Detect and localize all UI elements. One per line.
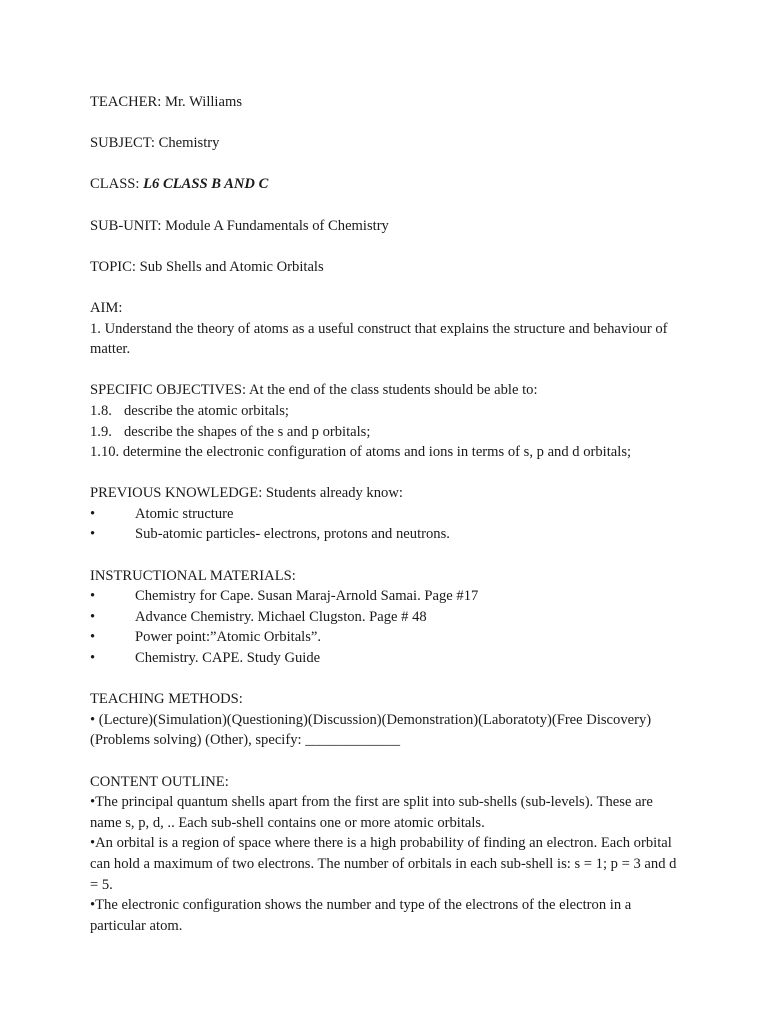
content-outline-item: •The electronic configuration shows the number and type of the electrons of the electron in a particular atom. (90, 897, 632, 934)
bullet: • (90, 608, 96, 625)
list-item-text: Power point:”Atomic Orbitals”. (135, 629, 322, 646)
list-item-text: Chemistry for Cape. Susan Maraj-Arnold Samai. Page #17 (135, 588, 479, 605)
class-value: L6 CLASS B AND C (143, 176, 269, 193)
topic-label: TOPIC: (90, 258, 136, 275)
objectives-heading: SPECIFIC OBJECTIVES: At the end of the class students should be able to: (90, 382, 538, 399)
list-item (90, 504, 680, 525)
content-outline-item: •The principal quantum shells apart from the first are split into sub-shells (sub-levels). These are name s, p, d, .. Each sub-shell contains one or more atomic orbitals. (90, 794, 653, 831)
topic-line (90, 257, 680, 278)
list-item-text: Chemistry. CAPE. Study Guide (135, 650, 321, 667)
teacher-line (90, 92, 680, 113)
list-item-text: Sub-atomic particles- electrons, protons and neutrons. (135, 526, 450, 543)
bullet: • (90, 650, 96, 667)
methods-text: • (Lecture)(Simulation)(Questioning)(Discussion)(Demonstration)(Laboratoty)(Free Discovery) (Problems solving) (Other), specify: _____________ (90, 711, 652, 749)
class-line (90, 174, 680, 195)
content-outline-item: •An orbital is a region of space where there is a high probability of finding an electron. Each orbital can hold a maximum of two electrons. The number of orbitals in each sub-shell is: s = 1; p = 3 and d = 5. (90, 835, 677, 893)
bullet: • (90, 505, 96, 522)
list-item-text: Advance Chemistry. Michael Clugston. Page # 48 (135, 608, 427, 625)
objective-item (90, 422, 680, 443)
objective-text: describe the atomic orbitals; (124, 402, 289, 419)
list-item (90, 586, 680, 607)
bullet: • (90, 629, 96, 646)
bullet: • (90, 588, 96, 605)
materials-heading: INSTRUCTIONAL MATERIALS: (90, 567, 296, 584)
list-item (90, 627, 680, 648)
list-item (90, 607, 680, 628)
class-label: CLASS: (90, 176, 140, 193)
objective-text: determine the electronic configuration of atoms and ions in terms of s, p and d orbitals; (122, 444, 632, 461)
content-outline-heading: CONTENT OUTLINE: (90, 773, 229, 790)
bullet: • (90, 526, 96, 543)
list-item-text: Atomic structure (135, 505, 234, 522)
objective-number: 1.10. (90, 444, 120, 461)
previous-knowledge-heading: PREVIOUS KNOWLEDGE: Students already know: (90, 485, 403, 502)
list-item (90, 524, 680, 545)
lesson-plan (90, 92, 680, 936)
objective-number: 1.8. (90, 402, 112, 419)
subject-label: SUBJECT: (90, 135, 155, 152)
list-item (90, 648, 680, 669)
subunit-label: SUB-UNIT: (90, 217, 162, 234)
aim-text: 1. Understand the theory of atoms as a useful construct that explains the structure and behaviour of matter. (90, 320, 668, 358)
subject-line (90, 133, 680, 154)
subunit-value: Module A Fundamentals of Chemistry (165, 217, 389, 234)
methods-heading: TEACHING METHODS: (90, 691, 243, 708)
subunit-line (90, 216, 680, 237)
objective-item (90, 442, 680, 463)
teacher-value: Mr. Williams (165, 94, 242, 110)
teacher-label: TEACHER: (90, 94, 162, 110)
subject-value: Chemistry (158, 135, 220, 152)
objective-number: 1.9. (90, 423, 112, 440)
objective-item (90, 401, 680, 422)
objective-text: describe the shapes of the s and p orbitals; (124, 423, 371, 440)
topic-value: Sub Shells and Atomic Orbitals (139, 258, 324, 275)
aim-heading: AIM: (90, 299, 123, 316)
